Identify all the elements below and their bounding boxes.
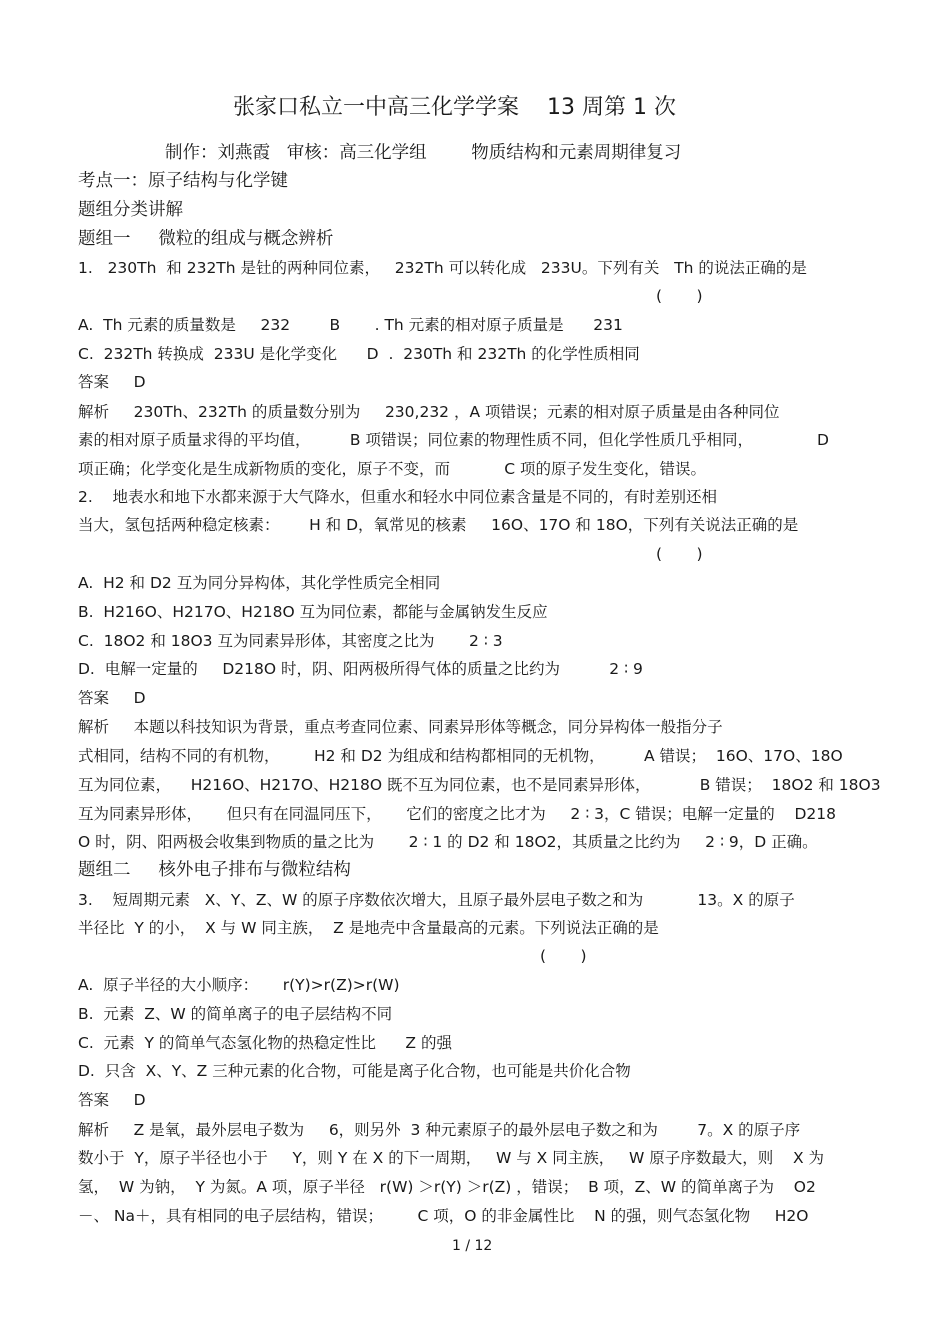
page-subtitle: 制作：刘燕霞 审核：高三化学组 物质结构和元素周期律复习 bbox=[165, 143, 682, 163]
q3-explanation-line: －、 Na＋，具有相同的电子层结构，错误； C 项，O 的非金属性比 N 的强，则气态氢化物 H2O bbox=[78, 1207, 809, 1225]
subsection-heading: 题组分类讲解 bbox=[78, 200, 183, 220]
q3-stem-line: 半径比 Y 的小， X 与 W 同主族， Z 是地壳中含量最高的元素。下列说法正确的是 bbox=[78, 919, 659, 937]
q2-stem-line: 当大，氢包括两种稳定核素： H 和 D，氧常见的核素 16O、17O 和 18O，下列有关说法正确的是 bbox=[78, 516, 799, 534]
q2-option-c: C. 18O2 和 18O3 互为同素异形体，其密度之比为 2 ∶ 3 bbox=[78, 632, 503, 650]
group-heading-1: 题组一 微粒的组成与概念辨析 bbox=[78, 229, 334, 249]
page-number: 1 / 12 bbox=[452, 1238, 493, 1254]
q3-answer: 答案 D bbox=[78, 1091, 146, 1109]
q2-stem-line: 2. 地表水和地下水都来源于大气降水，但重水和轻水中同位素含量是不同的，有时差别还相 bbox=[78, 488, 717, 506]
q2-answer: 答案 D bbox=[78, 689, 146, 707]
q1-explanation-line: 解析 230Th、232Th 的质量数分别为 230,232 ，A 项错误；元素的相对原子质量是由各种同位 bbox=[78, 403, 780, 421]
q2-explanation-line: 解析 本题以科技知识为背景，重点考查同位素、同素异形体等概念，同分异构体一般指分子 bbox=[78, 718, 723, 736]
q3-option-b: B. 元素 Z、W 的简单离子的电子层结构不同 bbox=[78, 1005, 393, 1023]
q3-explanation-line: 氢， W 为钠， Y 为氮。A 项，原子半径 r(W) ＞r(Y) ＞r(Z) ，错误； B 项，Z、W 的简单离子为 O2 bbox=[78, 1178, 816, 1196]
q1-answer: 答案 D bbox=[78, 373, 146, 391]
q1-explanation-line: 素的相对原子质量求得的平均值， B 项错误；同位素的物理性质不同，但化学性质几乎相同， D bbox=[78, 431, 829, 449]
q1-explanation-line: 项正确；化学变化是生成新物质的变化，原子不变，而 C 项的原子发生变化，错误。 bbox=[78, 460, 706, 478]
section-heading: 考点一：原子结构与化学键 bbox=[78, 171, 288, 191]
q2-explanation-line: 互为同位素， H216O、H217O、H218O 既不互为同位素，也不是同素异形体， B 错误； 18O2 和 18O3 bbox=[78, 776, 881, 794]
q2-explanation-line: 式相同，结构不同的有机物， H2 和 D2 为组成和结构都相同的无机物， A 错误； 16O、17O、18O bbox=[78, 747, 843, 765]
q3-option-a: A. 原子半径的大小顺序： r(Y)>r(Z)>r(W) bbox=[78, 976, 400, 994]
q2-option-b: B. H216O、H217O、H218O 互为同位素，都能与金属钠发生反应 bbox=[78, 603, 548, 621]
q3-explanation-line: 数小于 Y，原子半径也小于 Y，则 Y 在 X 的下一周期， W 与 X 同主族， W 原子序数最大，则 X 为 bbox=[78, 1149, 825, 1167]
q2-option-a: A. H2 和 D2 互为同分异构体，其化学性质完全相同 bbox=[78, 574, 441, 592]
q3-option-c: C. 元素 Y 的简单气态氢化物的热稳定性比 Z 的强 bbox=[78, 1034, 452, 1052]
q3-option-d: D. 只含 X、Y、Z 三种元素的化合物，可能是离子化合物，也可能是共价化合物 bbox=[78, 1062, 631, 1080]
q3-stem-line: 3. 短周期元素 X、Y、Z、W 的原子序数依次增大，且原子最外层电子数之和为 13。X 的原子 bbox=[78, 891, 795, 909]
q2-explanation-line: 互为同素异形体， 但只有在同温同压下， 它们的密度之比才为 2 ∶ 3，C 错误；电解一定量的 D218 bbox=[78, 805, 836, 823]
page-title: 张家口私立一中高三化学学案 13 周第 1 次 bbox=[233, 95, 676, 120]
q2-explanation-line: O 时，阴、阳两极会收集到物质的量之比为 2 ∶ 1 的 D2 和 18O2，其质量之比约为 2 ∶ 9，D 正确。 bbox=[78, 833, 818, 851]
q2-answer-paren: ( ) bbox=[656, 545, 703, 563]
group-heading-2: 题组二 核外电子排布与微粒结构 bbox=[78, 860, 351, 880]
q1-options-ab: A. Th 元素的质量数是 232 B . Th 元素的相对原子质量是 231 bbox=[78, 316, 623, 334]
q1-stem: 1. 230Th 和 232Th 是钍的两种同位素， 232Th 可以转化成 233U。下列有关 Th 的说法正确的是 bbox=[78, 259, 807, 277]
q1-options-cd: C. 232Th 转换成 233U 是化学变化 D . 230Th 和 232Th 的化学性质相同 bbox=[78, 345, 640, 363]
q3-answer-paren: ( ) bbox=[540, 947, 587, 965]
q2-option-d: D. 电解一定量的 D218O 时，阴、阳两极所得气体的质量之比约为 2 ∶ 9 bbox=[78, 660, 643, 678]
q1-answer-paren: ( ) bbox=[656, 287, 703, 305]
q3-explanation-line: 解析 Z 是氧，最外层电子数为 6，则另外 3 种元素原子的最外层电子数之和为 7。X 的原子序 bbox=[78, 1121, 801, 1139]
